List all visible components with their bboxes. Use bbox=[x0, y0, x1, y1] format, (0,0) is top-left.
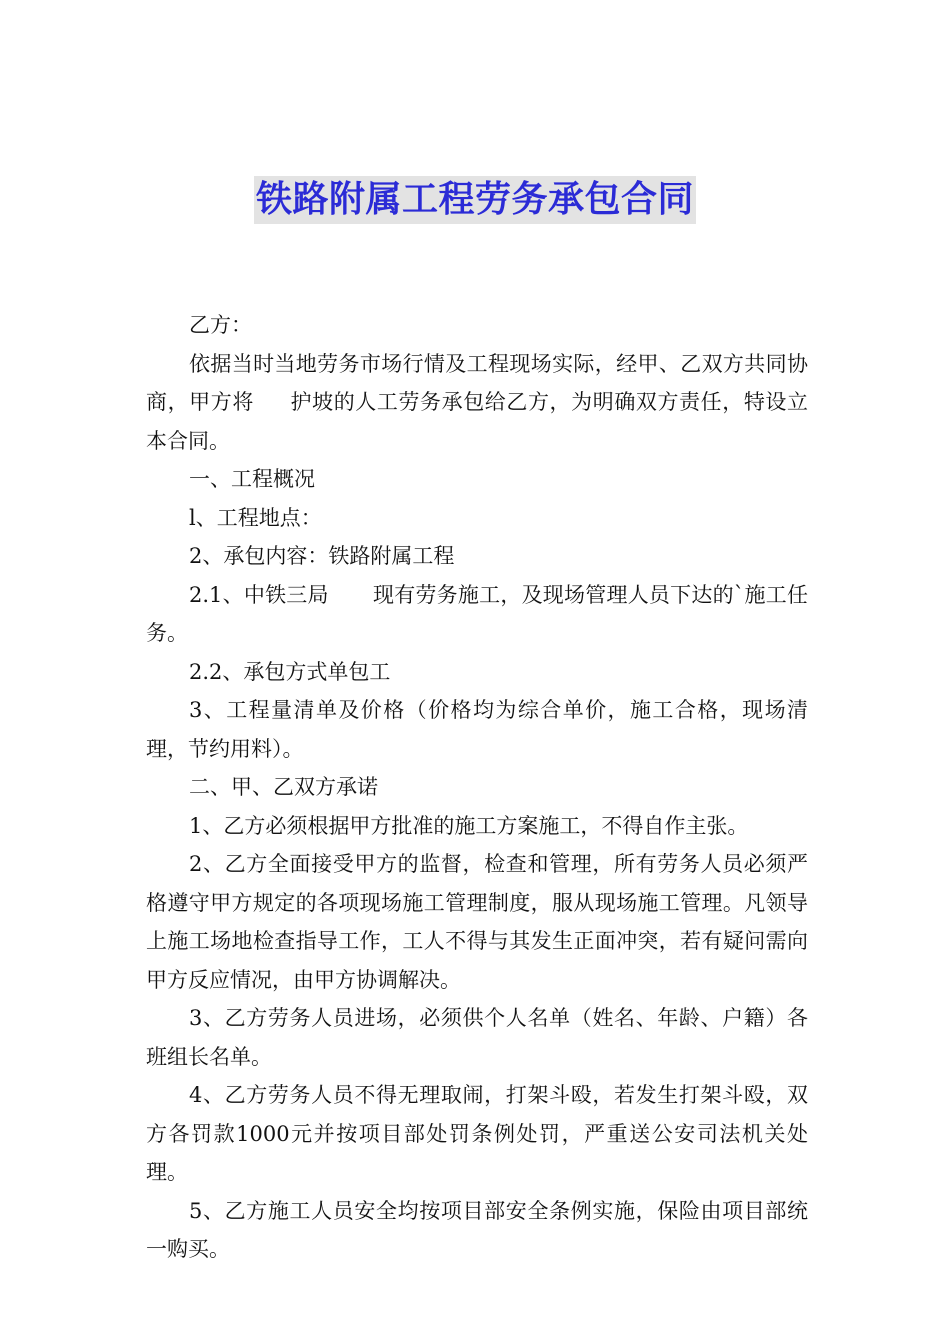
paragraph-party-b: 乙方： bbox=[189, 313, 252, 337]
paragraph-2-1-tail: 现有劳务施工，及现场管理人员下达的`施工任务。 bbox=[146, 582, 809, 645]
paragraph-2-1 bbox=[146, 576, 808, 653]
document-body bbox=[146, 306, 808, 1269]
paragraph-intro-tail: 护坡的人工劳务承包给乙方，为明确双方责任，特设立本合同。 bbox=[146, 390, 809, 453]
paragraph-3-quantities: 3、工程量清单及价格（价格均为综合单价，施工合格，现场清理，节约用料）。 bbox=[146, 698, 808, 761]
paragraph-commitment-1: 1、乙方必须根据甲方批准的施工方案施工，不得自作主张。 bbox=[189, 813, 749, 838]
paragraph-intro bbox=[146, 345, 808, 461]
paragraph-contract-content: 2、承包内容：铁路附属工程 bbox=[189, 544, 455, 568]
paragraph-commitment-3: 3、乙方劳务人员进场，必须供个人名单（姓名、年龄、户籍）各班组长名单。 bbox=[146, 1006, 808, 1069]
heading-commitments: 二、甲、乙双方承诺 bbox=[189, 775, 378, 799]
document-title: 铁路附属工程劳务承包合同 bbox=[254, 176, 696, 224]
paragraph-2-2: 2.2、承包方式单包工 bbox=[189, 659, 391, 684]
paragraph-commitment-4: 4、乙方劳务人员不得无理取闹，打架斗殴，若发生打架斗殴，双方各罚款1000元并按项目部处罚条例处罚，严重送公安司法机关处理。 bbox=[146, 1083, 808, 1184]
paragraph-2-1-head: 2.1、中铁三局 bbox=[189, 582, 329, 607]
paragraph-intro-head: 依据当时当地劳务市场行情及工程现场实际，经甲、乙双方共同协商，甲方将 bbox=[146, 351, 808, 414]
paragraph-project-location: l、工程地点： bbox=[189, 505, 322, 530]
heading-project-overview: 一、工程概况 bbox=[189, 467, 315, 491]
paragraph-commitment-5: 5、乙方施工人员安全均按项目部安全条例实施，保险由项目部统一购买。 bbox=[146, 1198, 808, 1261]
title-container bbox=[0, 176, 950, 224]
paragraph-commitment-2: 2、乙方全面接受甲方的监督，检查和管理，所有劳务人员必须严格遵守甲方规定的各项现场施工管理制度，服从现场施工管理。凡领导上施工场地检查指导工作，工人不得与其发生正面冲突，若有疑问需向甲方反应情况，由甲方协调解决。 bbox=[146, 852, 808, 992]
